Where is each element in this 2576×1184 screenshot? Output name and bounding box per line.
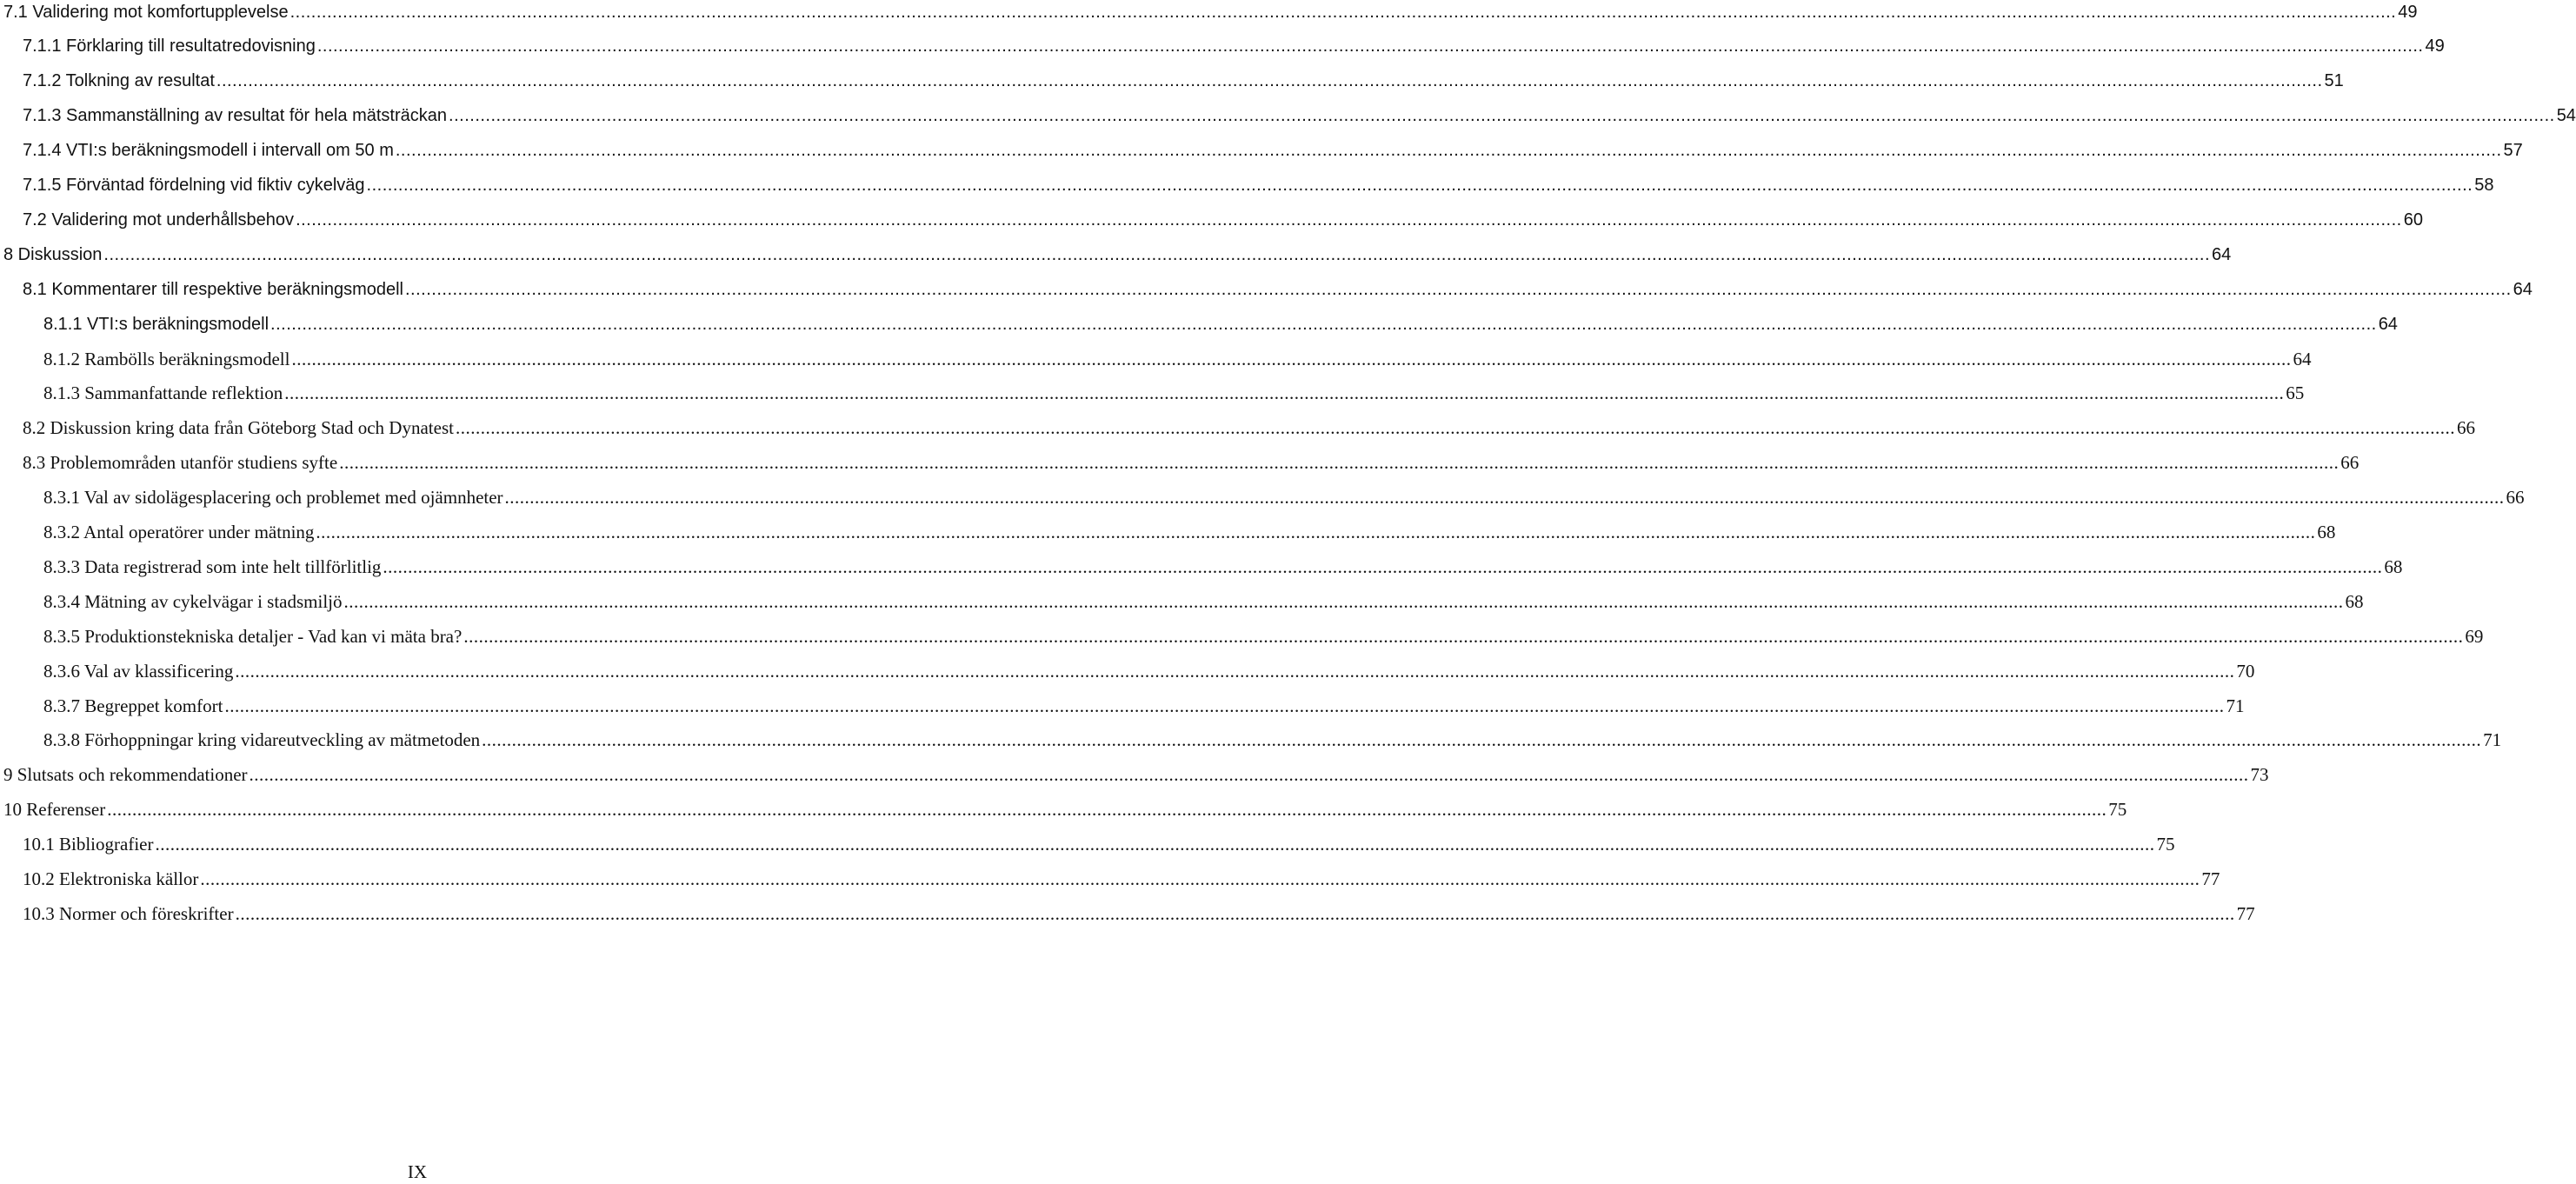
- toc-entry-title: 10.2 Elektroniska källor: [23, 868, 199, 889]
- page-number: IX: [407, 1161, 428, 1182]
- toc-entry-title: 10.1 Bibliografier: [23, 834, 154, 855]
- toc-dot-leader: ................................................................................................................................................................................................................................................................................................................................................................................................................: [155, 834, 2155, 855]
- toc-entry-title: 8.3.6 Val av klassificering: [43, 660, 234, 682]
- toc-entry[interactable]: [23, 272, 2533, 307]
- toc-entry-title: 8.2 Diskussion kring data från Göteborg Stad och Dynatest: [23, 417, 454, 439]
- toc-entry-title: 7.1.5 Förväntad fördelning vid fiktiv cykelväg: [23, 176, 365, 195]
- toc-dot-leader: ................................................................................................................................................................................................................................................................................................................................................................................................................: [383, 555, 2383, 577]
- toc-dot-leader: ................................................................................................................................................................................................................................................................................................................................................................................................................: [316, 522, 2316, 542]
- toc-entry-title: 8.1.1 VTI:s beräkningsmodell: [43, 314, 270, 334]
- toc-entry[interactable]: [23, 203, 2423, 237]
- toc-entry[interactable]: [43, 584, 2364, 619]
- toc-dot-leader: ................................................................................................................................................................................................................................................................................................................................................................................................................: [296, 210, 2402, 229]
- toc-entry-page: 54: [2556, 106, 2576, 126]
- toc-dot-leader: ................................................................................................................................................................................................................................................................................................................................................................................................................: [366, 176, 2473, 195]
- toc-dot-leader: ................................................................................................................................................................................................................................................................................................................................................................................................................: [103, 244, 2211, 264]
- toc-entry-page: 57: [2503, 141, 2523, 161]
- toc-entry[interactable]: [23, 30, 2445, 64]
- toc-entry-page: 70: [2236, 660, 2255, 682]
- toc-dot-leader: ................................................................................................................................................................................................................................................................................................................................................................................................................: [404, 279, 2512, 299]
- toc-entry-title: 8.1.2 Rambölls beräkningsmodell: [43, 348, 290, 369]
- toc-entry[interactable]: [23, 828, 2175, 862]
- toc-entry-title: 8.3.5 Produktionstekniska detaljer - Vad kan vi mäta bra?: [43, 625, 463, 647]
- toc-entry-title: 8.3.7 Begreppet komfort: [43, 695, 223, 716]
- toc-entry[interactable]: [43, 654, 2255, 688]
- toc-entry[interactable]: [43, 307, 2398, 342]
- toc-dot-leader: ................................................................................................................................................................................................................................................................................................................................................................................................................: [482, 729, 2482, 751]
- toc-entry-title: 8.3.1 Val av sidolägesplacering och problemet med ojämnheter: [43, 487, 503, 509]
- toc-entry-page: 71: [2483, 729, 2502, 751]
- toc-entry-page: 68: [2345, 590, 2364, 612]
- toc-entry[interactable]: [23, 896, 2255, 931]
- toc-entry-title: 10 Referenser: [3, 799, 106, 821]
- toc-entry[interactable]: [23, 134, 2523, 169]
- toc-entry[interactable]: [23, 411, 2475, 446]
- toc-dot-leader: ................................................................................................................................................................................................................................................................................................................................................................................................................: [235, 902, 2235, 924]
- toc-entry-title: 8 Diskussion: [3, 244, 103, 264]
- toc-entry[interactable]: [43, 342, 2312, 376]
- toc-entry-page: 71: [2226, 695, 2245, 716]
- toc-entry[interactable]: [43, 688, 2245, 723]
- toc-dot-leader: ................................................................................................................................................................................................................................................................................................................................................................................................................: [395, 141, 2502, 161]
- toc-entry-page: 64: [2378, 314, 2398, 334]
- toc-entry[interactable]: [43, 549, 2403, 584]
- toc-entry[interactable]: [23, 64, 2344, 99]
- toc-entry-title: 8.1 Kommentarer till respektive beräkningsmodell: [23, 279, 403, 299]
- toc-dot-leader: ................................................................................................................................................................................................................................................................................................................................................................................................................: [463, 625, 2464, 647]
- toc-entry-page: 49: [2398, 2, 2418, 22]
- toc-entry-page: 66: [2506, 487, 2525, 509]
- toc-entry-page: 77: [2201, 868, 2220, 889]
- toc-dot-leader: ................................................................................................................................................................................................................................................................................................................................................................................................................: [290, 2, 2397, 22]
- toc-entry-title: 7.1 Validering mot komfortupplevelse: [3, 2, 289, 22]
- toc-dot-leader: ................................................................................................................................................................................................................................................................................................................................................................................................................: [316, 37, 2424, 57]
- toc-entry-title: 8.3.4 Mätning av cykelvägar i stadsmiljö: [43, 590, 343, 612]
- toc-entry[interactable]: [23, 99, 2576, 134]
- toc-dot-leader: ................................................................................................................................................................................................................................................................................................................................................................................................................: [216, 71, 2323, 91]
- toc-entry-page: 68: [2384, 555, 2403, 577]
- toc-entry-page: 75: [2156, 834, 2175, 855]
- toc-entry-title: 8.3.3 Data registrerad som inte helt tillförlitlig: [43, 555, 382, 577]
- toc-entry-page: 69: [2465, 625, 2484, 647]
- toc-entry-title: 10.3 Normer och föreskrifter: [23, 902, 234, 924]
- toc-entry-page: 66: [2340, 452, 2360, 474]
- toc-entry-page: 51: [2324, 71, 2344, 91]
- toc-dot-leader: ................................................................................................................................................................................................................................................................................................................................................................................................................: [449, 106, 2555, 126]
- toc-entry-page: 64: [2513, 279, 2533, 299]
- toc-entry[interactable]: [43, 376, 2305, 411]
- toc-entry-page: 73: [2250, 764, 2269, 786]
- toc-entry[interactable]: [23, 446, 2360, 481]
- toc-dot-leader: ................................................................................................................................................................................................................................................................................................................................................................................................................: [224, 695, 2225, 716]
- toc-entry[interactable]: [43, 619, 2484, 654]
- toc-entry-title: 8.1.3 Sammanfattande reflektion: [43, 382, 283, 404]
- toc-dot-leader: ................................................................................................................................................................................................................................................................................................................................................................................................................: [291, 348, 2292, 369]
- toc-entry-page: 64: [2293, 348, 2312, 369]
- toc-entry-page: 77: [2236, 902, 2255, 924]
- toc-entry-page: 60: [2403, 210, 2423, 229]
- toc-entry-title: 9 Slutsats och rekommendationer: [3, 764, 248, 786]
- toc-dot-leader: ................................................................................................................................................................................................................................................................................................................................................................................................................: [249, 764, 2249, 786]
- toc-entry-page: 75: [2108, 799, 2127, 821]
- toc-entry-page: 68: [2317, 522, 2336, 542]
- toc-entry[interactable]: [23, 862, 2220, 897]
- toc-dot-leader: ................................................................................................................................................................................................................................................................................................................................................................................................................: [455, 417, 2455, 439]
- toc-entry[interactable]: [3, 793, 2127, 828]
- toc-entry-page: 66: [2456, 417, 2475, 439]
- toc-entry-title: 7.1.1 Förklaring till resultatredovisning: [23, 37, 316, 57]
- toc-entry-title: 7.1.4 VTI:s beräkningsmodell i intervall om 50 m: [23, 141, 394, 161]
- toc-entry-title: 8.3.2 Antal operatörer under mätning: [43, 522, 315, 542]
- toc-entry-title: 7.1.2 Tolkning av resultat: [23, 71, 215, 91]
- toc-dot-leader: ................................................................................................................................................................................................................................................................................................................................................................................................................: [235, 660, 2235, 682]
- toc-entry-title: 7.1.3 Sammanställning av resultat för hela mätsträckan: [23, 106, 448, 126]
- toc-entry-page: 58: [2474, 176, 2494, 195]
- toc-entry[interactable]: [3, 0, 2418, 30]
- toc-entry[interactable]: [43, 516, 2336, 550]
- toc-entry[interactable]: [43, 723, 2502, 758]
- toc-entry-title: 8.3 Problemområden utanför studiens syfte: [23, 452, 338, 474]
- toc-dot-leader: ................................................................................................................................................................................................................................................................................................................................................................................................................: [339, 452, 2340, 474]
- toc-entry[interactable]: [3, 237, 2232, 272]
- toc-entry-page: 49: [2425, 37, 2445, 57]
- toc-dot-leader: ................................................................................................................................................................................................................................................................................................................................................................................................................: [504, 487, 2505, 509]
- toc-entry-title: 8.3.8 Förhoppningar kring vidareutveckling av mätmetoden: [43, 729, 481, 751]
- toc-entry[interactable]: [3, 758, 2269, 793]
- toc-entry-page: 64: [2212, 244, 2232, 264]
- toc-dot-leader: ................................................................................................................................................................................................................................................................................................................................................................................................................: [284, 382, 2285, 404]
- toc-entry[interactable]: [23, 169, 2494, 203]
- toc-dot-leader: ................................................................................................................................................................................................................................................................................................................................................................................................................: [343, 590, 2344, 612]
- toc-entry-title: 7.2 Validering mot underhållsbehov: [23, 210, 295, 229]
- toc-dot-leader: ................................................................................................................................................................................................................................................................................................................................................................................................................: [107, 799, 2107, 821]
- toc-dot-leader: ................................................................................................................................................................................................................................................................................................................................................................................................................: [270, 314, 2377, 334]
- toc-entry-page: 65: [2286, 382, 2305, 404]
- toc-dot-leader: ................................................................................................................................................................................................................................................................................................................................................................................................................: [200, 868, 2200, 889]
- toc-entry[interactable]: [43, 481, 2525, 516]
